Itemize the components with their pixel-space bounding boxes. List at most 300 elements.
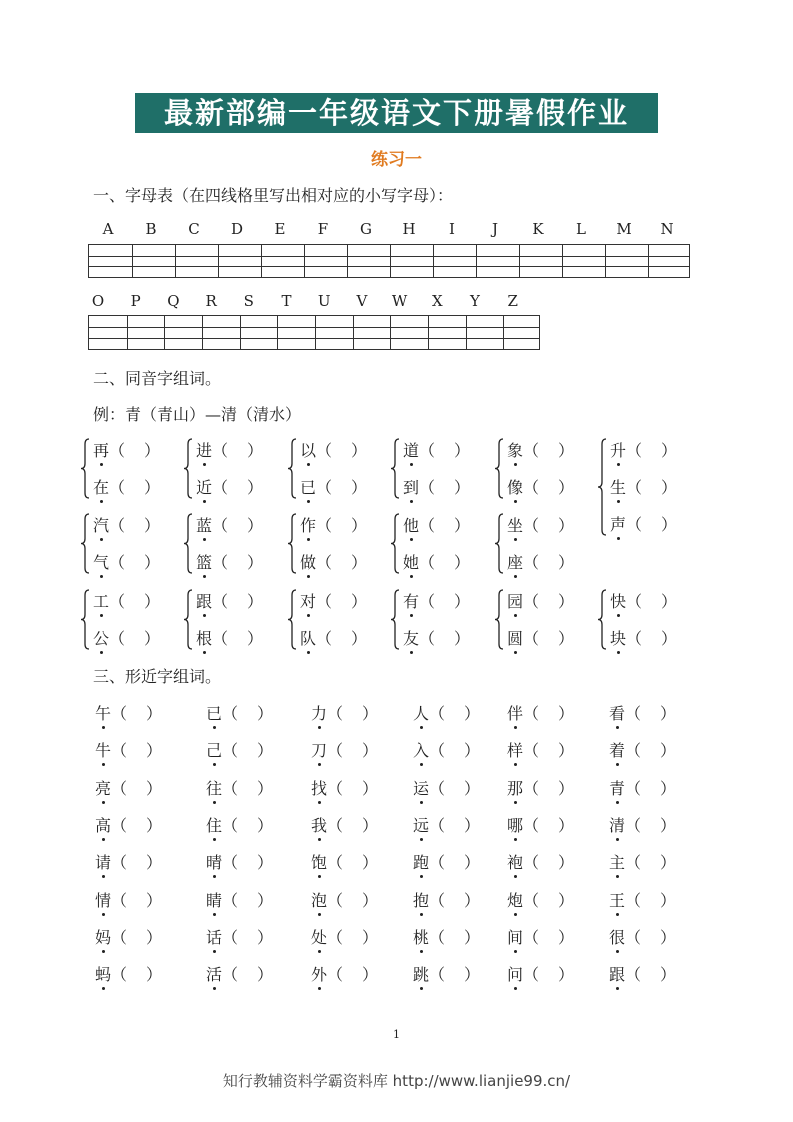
four-line-grid-1[interactable]: [88, 244, 690, 278]
homophone-item[interactable]: [610, 438, 683, 461]
similar-char-item[interactable]: [507, 925, 580, 948]
grid-line: [89, 338, 539, 339]
answer-paren-close: ）: [660, 815, 677, 835]
homophone-item[interactable]: [507, 626, 580, 649]
similar-char-item[interactable]: [206, 888, 279, 911]
homophone-item[interactable]: [300, 589, 373, 612]
homophone-item[interactable]: [300, 513, 373, 536]
answer-paren-close: ）: [661, 629, 678, 648]
similar-char-item[interactable]: [507, 962, 580, 985]
answer-paren-close: ）: [351, 516, 368, 535]
character: 跳: [413, 962, 429, 985]
similar-char-item[interactable]: [609, 776, 682, 799]
character: 袍: [507, 850, 523, 873]
similar-char-item[interactable]: [507, 701, 580, 724]
answer-paren-close: ）: [454, 516, 471, 535]
letter-E: E: [274, 220, 286, 238]
homophone-item[interactable]: [507, 475, 580, 498]
answer-paren-close: ）: [558, 553, 575, 572]
similar-char-item[interactable]: [609, 850, 682, 873]
answer-paren-close: ）: [351, 592, 368, 611]
character: 住: [206, 813, 222, 836]
answer-paren-open: （: [212, 478, 229, 497]
answer-paren-close: ）: [362, 965, 379, 985]
answer-paren-open: （: [419, 553, 436, 572]
letter-X: X: [431, 292, 443, 310]
answer-paren-close: ）: [144, 592, 161, 611]
character: 她: [403, 550, 419, 573]
similar-char-item[interactable]: [311, 962, 384, 985]
character: 近: [196, 475, 212, 498]
footer-link[interactable]: 知行教辅资料学霸资料库 http://www.lianjie99.cn/: [222, 1072, 571, 1090]
similar-char-item[interactable]: [609, 925, 682, 948]
answer-paren-open: （: [327, 704, 344, 723]
similar-char-item[interactable]: [95, 738, 168, 761]
homophone-item[interactable]: [196, 513, 269, 536]
letter-A: A: [102, 220, 114, 238]
character: 道: [403, 438, 419, 461]
character: 园: [507, 589, 523, 612]
grid-divider: [175, 245, 176, 277]
answer-paren-close: ）: [558, 629, 575, 648]
answer-paren-close: ）: [558, 704, 575, 723]
grid-divider: [433, 245, 434, 277]
character: 请: [95, 850, 111, 873]
answer-paren-open: （: [429, 927, 446, 947]
grid-line: [89, 327, 539, 328]
answer-paren-close: ）: [351, 478, 368, 497]
similar-char-item[interactable]: [206, 962, 279, 985]
answer-paren-open: （: [109, 592, 126, 611]
answer-paren-open: （: [626, 441, 643, 460]
brace-icon: [80, 438, 90, 499]
answer-paren-close: ）: [146, 927, 163, 947]
answer-paren-open: （: [222, 778, 239, 798]
character: 象: [507, 438, 523, 461]
character: 青: [609, 776, 625, 799]
brace-icon: [494, 513, 504, 574]
answer-paren-close: ）: [257, 704, 274, 723]
character: 处: [311, 925, 327, 948]
answer-paren-close: ）: [144, 553, 161, 572]
character: 桃: [413, 925, 429, 948]
answer-paren-open: （: [429, 965, 446, 985]
grid-divider: [277, 316, 278, 349]
similar-char-item[interactable]: [311, 738, 384, 761]
similar-char-item[interactable]: [609, 701, 682, 724]
answer-paren-close: ）: [558, 853, 575, 873]
letter-F: F: [317, 220, 329, 238]
answer-paren-open: （: [109, 441, 126, 460]
answer-paren-open: （: [111, 890, 128, 910]
answer-paren-open: （: [222, 965, 239, 985]
answer-paren-open: （: [212, 441, 229, 460]
homophone-item[interactable]: [403, 513, 476, 536]
answer-paren-open: （: [625, 778, 642, 798]
answer-paren-close: ）: [362, 778, 379, 798]
character: 在: [93, 475, 109, 498]
similar-char-item[interactable]: [609, 962, 682, 985]
character: 亮: [95, 776, 111, 799]
grid-divider: [132, 245, 133, 277]
answer-paren-close: ）: [257, 965, 274, 985]
answer-paren-open: （: [222, 815, 239, 835]
letter-Z: Z: [507, 292, 518, 310]
answer-paren-close: ）: [454, 553, 471, 572]
answer-paren-close: ）: [558, 890, 575, 910]
character: 友: [403, 626, 419, 649]
character: 对: [300, 589, 316, 612]
letter-S: S: [243, 292, 254, 310]
answer-paren-open: （: [419, 478, 436, 497]
answer-paren-open: （: [523, 516, 540, 535]
character: 己: [206, 738, 222, 761]
grid-divider: [503, 316, 504, 349]
answer-paren-open: （: [327, 778, 344, 798]
page-title: 最新部编一年级语文下册暑假作业: [163, 96, 629, 130]
grid-line: [89, 266, 689, 267]
character: 跑: [413, 850, 429, 873]
homophone-item[interactable]: [403, 589, 476, 612]
answer-paren-open: （: [419, 516, 436, 535]
homophone-item[interactable]: [93, 475, 166, 498]
answer-paren-open: （: [625, 965, 642, 985]
character: 刀: [311, 738, 327, 761]
character: 蚂: [95, 962, 111, 985]
character: 蓝: [196, 513, 212, 536]
homophone-item[interactable]: [196, 589, 269, 612]
answer-paren-open: （: [625, 704, 642, 723]
homophone-item[interactable]: [403, 438, 476, 461]
answer-paren-open: （: [327, 815, 344, 835]
grid-divider: [127, 316, 128, 349]
answer-paren-open: （: [523, 629, 540, 648]
homophone-item[interactable]: [403, 475, 476, 498]
character: 主: [609, 850, 625, 873]
homophone-item[interactable]: [196, 438, 269, 461]
similar-char-item[interactable]: [206, 776, 279, 799]
answer-paren-close: ）: [558, 516, 575, 535]
brace-icon: [390, 589, 400, 650]
answer-paren-open: （: [429, 890, 446, 910]
grid-divider: [428, 316, 429, 349]
character: 人: [413, 701, 429, 724]
homophone-item[interactable]: [93, 550, 166, 573]
answer-paren-open: （: [111, 778, 128, 798]
letter-I: I: [449, 220, 455, 238]
similar-char-item[interactable]: [609, 813, 682, 836]
similar-char-item[interactable]: [95, 850, 168, 873]
character: 篮: [196, 550, 212, 573]
character: 高: [95, 813, 111, 836]
brace-icon: [597, 589, 607, 650]
answer-paren-open: （: [626, 515, 643, 534]
answer-paren-open: （: [109, 478, 126, 497]
page-number: 1: [393, 1028, 400, 1041]
brace-icon: [287, 513, 297, 574]
similar-char-item[interactable]: [413, 813, 486, 836]
character: 气: [93, 550, 109, 573]
similar-char-item[interactable]: [95, 776, 168, 799]
grid-divider: [353, 316, 354, 349]
homophone-item[interactable]: [300, 438, 373, 461]
answer-paren-close: ）: [257, 741, 274, 761]
answer-paren-close: ）: [464, 741, 481, 761]
homophone-item[interactable]: [403, 626, 476, 649]
answer-paren-close: ）: [558, 778, 575, 798]
answer-paren-open: （: [419, 592, 436, 611]
answer-paren-close: ）: [144, 629, 161, 648]
character: 已: [206, 701, 222, 724]
homophone-item[interactable]: [403, 550, 476, 573]
similar-char-item[interactable]: [413, 850, 486, 873]
letter-Q: Q: [167, 292, 180, 310]
homophone-item[interactable]: [196, 626, 269, 649]
answer-paren-close: ）: [146, 741, 163, 761]
similar-char-item[interactable]: [206, 813, 279, 836]
similar-char-item[interactable]: [609, 738, 682, 761]
character: 进: [196, 438, 212, 461]
character: 间: [507, 925, 523, 948]
answer-paren-close: ）: [146, 778, 163, 798]
grid-divider: [164, 316, 165, 349]
answer-paren-close: ）: [247, 478, 264, 497]
similar-char-item[interactable]: [311, 701, 384, 724]
similar-char-item[interactable]: [311, 925, 384, 948]
similar-char-item[interactable]: [95, 962, 168, 985]
similar-char-item[interactable]: [206, 738, 279, 761]
homophone-item[interactable]: [300, 550, 373, 573]
answer-paren-open: （: [212, 553, 229, 572]
answer-paren-close: ）: [660, 965, 677, 985]
character: 外: [311, 962, 327, 985]
answer-paren-close: ）: [464, 815, 481, 835]
character: 再: [93, 438, 109, 461]
answer-paren-open: （: [222, 704, 239, 723]
similar-char-item[interactable]: [507, 776, 580, 799]
similar-char-item[interactable]: [206, 701, 279, 724]
homophone-item[interactable]: [610, 512, 683, 535]
letter-G: G: [360, 220, 372, 238]
homophone-item[interactable]: [610, 475, 683, 498]
answer-paren-close: ）: [362, 815, 379, 835]
character: 生: [610, 475, 626, 498]
character: 队: [300, 626, 316, 649]
answer-paren-close: ）: [558, 592, 575, 611]
character: 活: [206, 962, 222, 985]
letter-Y: Y: [470, 292, 480, 310]
brace-icon: [597, 438, 607, 536]
grid-divider: [202, 316, 203, 349]
answer-paren-close: ）: [660, 778, 677, 798]
answer-paren-close: ）: [464, 704, 481, 723]
answer-paren-open: （: [625, 853, 642, 873]
brace-icon: [390, 438, 400, 499]
similar-char-item[interactable]: [413, 738, 486, 761]
homophone-item[interactable]: [300, 475, 373, 498]
answer-paren-open: （: [523, 965, 540, 985]
answer-paren-open: （: [429, 815, 446, 835]
letter-D: D: [230, 220, 244, 238]
character: 炮: [507, 888, 523, 911]
brace-icon: [183, 438, 193, 499]
answer-paren-open: （: [111, 815, 128, 835]
answer-paren-close: ）: [257, 927, 274, 947]
answer-paren-close: ）: [660, 927, 677, 947]
brace-icon: [494, 438, 504, 499]
similar-char-item[interactable]: [507, 850, 580, 873]
character: 升: [610, 438, 626, 461]
similar-char-item[interactable]: [95, 925, 168, 948]
answer-paren-open: （: [523, 815, 540, 835]
section2-example: 例：青（青山）—清（清水）: [93, 405, 302, 424]
letter-V: V: [356, 292, 368, 310]
answer-paren-open: （: [316, 629, 333, 648]
answer-paren-open: （: [222, 853, 239, 873]
similar-char-item[interactable]: [507, 813, 580, 836]
character: 找: [311, 776, 327, 799]
answer-paren-close: ）: [146, 853, 163, 873]
similar-char-item[interactable]: [311, 888, 384, 911]
character: 哪: [507, 813, 523, 836]
character: 睛: [206, 888, 222, 911]
character: 跟: [196, 589, 212, 612]
answer-paren-close: ）: [257, 815, 274, 835]
homophone-item[interactable]: [610, 589, 683, 612]
answer-paren-open: （: [523, 853, 540, 873]
answer-paren-open: （: [111, 927, 128, 947]
grid-divider: [315, 316, 316, 349]
similar-char-item[interactable]: [206, 850, 279, 873]
homophone-item[interactable]: [507, 550, 580, 573]
character: 问: [507, 962, 523, 985]
homophone-item[interactable]: [196, 475, 269, 498]
brace-icon: [390, 513, 400, 574]
character: 饱: [311, 850, 327, 873]
answer-paren-close: ）: [464, 853, 481, 873]
similar-char-item[interactable]: [507, 888, 580, 911]
letter-K: K: [532, 220, 544, 238]
answer-paren-close: ）: [144, 441, 161, 460]
answer-paren-open: （: [419, 441, 436, 460]
homophone-item[interactable]: [507, 438, 580, 461]
character: 清: [609, 813, 625, 836]
answer-paren-open: （: [626, 629, 643, 648]
similar-char-item[interactable]: [413, 925, 486, 948]
answer-paren-open: （: [212, 592, 229, 611]
similar-char-item[interactable]: [311, 850, 384, 873]
similar-char-item[interactable]: [609, 888, 682, 911]
homophone-item[interactable]: [93, 513, 166, 536]
homophone-item[interactable]: [507, 589, 580, 612]
section1-heading: 一、字母表（在四线格里写出相对应的小写字母）：: [93, 186, 454, 205]
answer-paren-open: （: [626, 592, 643, 611]
section3-heading: 三、形近字组词。: [93, 667, 222, 686]
character: 公: [93, 626, 109, 649]
similar-char-item[interactable]: [507, 738, 580, 761]
character: 做: [300, 550, 316, 573]
character: 快: [610, 589, 626, 612]
character: 已: [300, 475, 316, 498]
homophone-item[interactable]: [93, 589, 166, 612]
similar-char-item[interactable]: [95, 701, 168, 724]
answer-paren-open: （: [327, 853, 344, 873]
similar-char-item[interactable]: [206, 925, 279, 948]
answer-paren-open: （: [429, 853, 446, 873]
similar-char-item[interactable]: [311, 776, 384, 799]
answer-paren-open: （: [523, 927, 540, 947]
answer-paren-open: （: [625, 927, 642, 947]
answer-paren-open: （: [327, 741, 344, 761]
grid-divider: [562, 245, 563, 277]
similar-char-item[interactable]: [413, 962, 486, 985]
character: 以: [300, 438, 316, 461]
homophone-item[interactable]: [93, 438, 166, 461]
character: 远: [413, 813, 429, 836]
answer-paren-open: （: [327, 927, 344, 947]
answer-paren-open: （: [222, 927, 239, 947]
answer-paren-close: ）: [661, 478, 678, 497]
homophone-item[interactable]: [93, 626, 166, 649]
grid-divider: [390, 245, 391, 277]
answer-paren-close: ）: [661, 592, 678, 611]
answer-paren-open: （: [523, 704, 540, 723]
answer-paren-close: ）: [146, 890, 163, 910]
similar-char-item[interactable]: [311, 813, 384, 836]
brace-icon: [183, 513, 193, 574]
letter-B: B: [145, 220, 157, 238]
character: 抱: [413, 888, 429, 911]
grid-divider: [390, 316, 391, 349]
character: 工: [93, 589, 109, 612]
answer-paren-open: （: [212, 629, 229, 648]
homophone-item[interactable]: [507, 513, 580, 536]
answer-paren-close: ）: [558, 741, 575, 761]
homophone-item[interactable]: [300, 626, 373, 649]
character: 王: [609, 888, 625, 911]
grid-divider: [218, 245, 219, 277]
similar-char-item[interactable]: [95, 813, 168, 836]
answer-paren-close: ）: [464, 927, 481, 947]
homophone-item[interactable]: [610, 626, 683, 649]
answer-paren-open: （: [523, 592, 540, 611]
answer-paren-close: ）: [558, 441, 575, 460]
character: 往: [206, 776, 222, 799]
answer-paren-open: （: [429, 741, 446, 761]
brace-icon: [287, 438, 297, 499]
homophone-item[interactable]: [196, 550, 269, 573]
answer-paren-close: ）: [351, 553, 368, 572]
similar-char-item[interactable]: [413, 776, 486, 799]
answer-paren-close: ）: [558, 478, 575, 497]
character: 坐: [507, 513, 523, 536]
answer-paren-close: ）: [362, 890, 379, 910]
similar-char-item[interactable]: [413, 888, 486, 911]
character: 座: [507, 550, 523, 573]
letter-R: R: [205, 292, 217, 310]
letter-W: W: [391, 292, 408, 310]
answer-paren-close: ）: [660, 741, 677, 761]
character: 着: [609, 738, 625, 761]
brace-icon: [183, 589, 193, 650]
answer-paren-close: ）: [146, 965, 163, 985]
answer-paren-close: ）: [351, 441, 368, 460]
four-line-grid-2[interactable]: [88, 315, 540, 350]
answer-paren-close: ）: [146, 704, 163, 723]
similar-char-item[interactable]: [413, 701, 486, 724]
similar-char-item[interactable]: [95, 888, 168, 911]
character: 情: [95, 888, 111, 911]
